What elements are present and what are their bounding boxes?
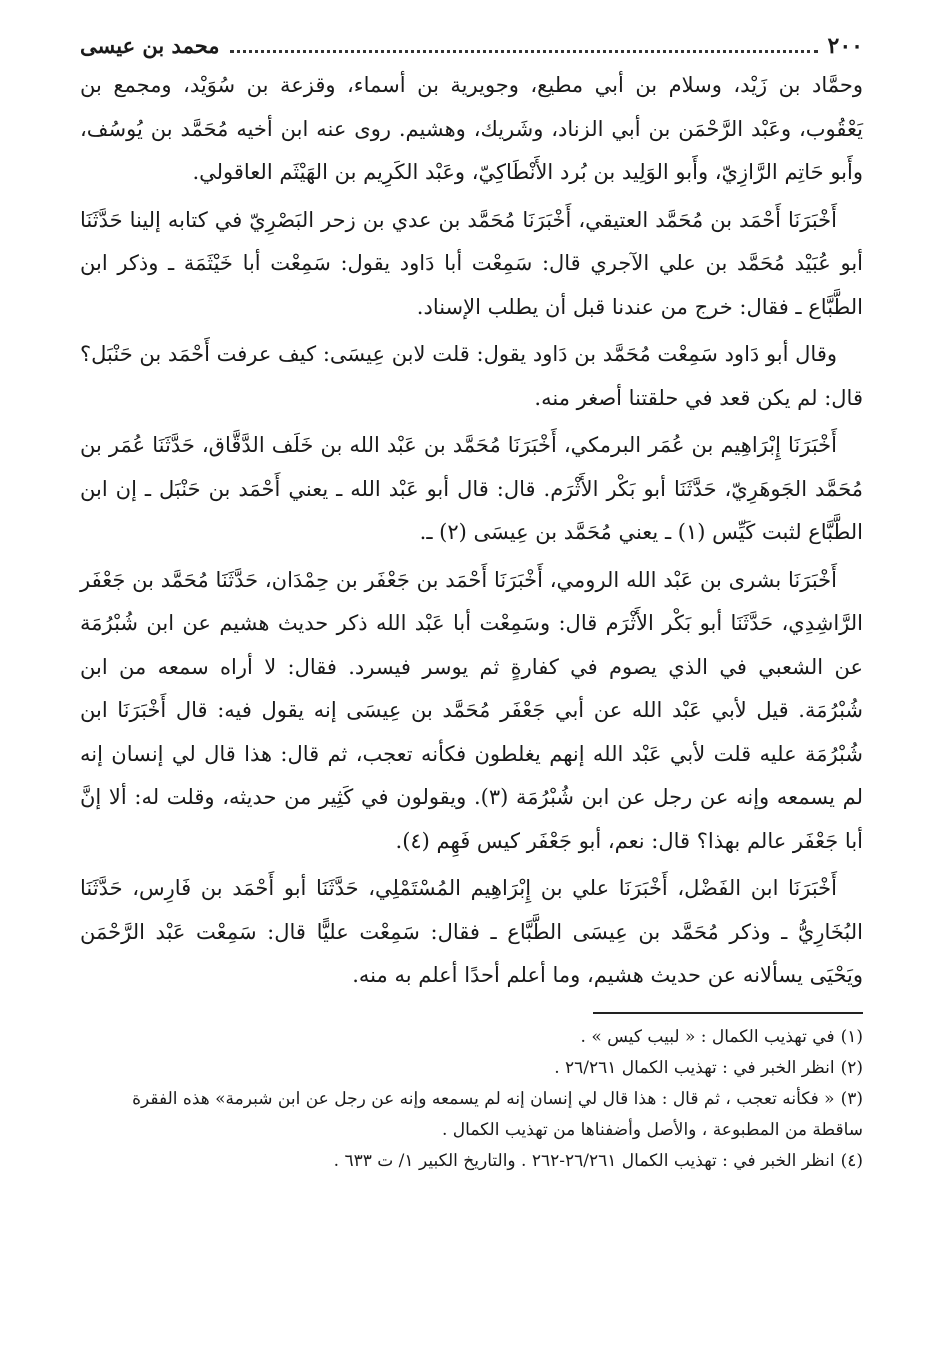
footnote-text: « فكأنه تعجب ، ثم قال : هذا قال لي إنسان إنه لم يسمعه وإنه عن رجل عن ابن شبرمة» هذه الفقرة ساقطة من المطبوعة ، والأصل وأضفناها من تهذيب الكمال . [132, 1088, 863, 1140]
footnote-mark: (١) [840, 1026, 863, 1047]
footnote-separator [593, 1012, 863, 1014]
footnote-text: انظر الخبر في : تهذيب الكمال ٢٦/٢٦١ . [554, 1057, 835, 1078]
page-header [80, 30, 863, 64]
footnote-3 [80, 1084, 863, 1146]
paragraph-3: وقال أبو دَاود سَمِعْت مُحَمَّد بن دَاود يقول: قلت لابن عِيسَى: كيف عرفت أَحْمَد بن حَنْبَل؟ قال: لم يكن قعد في حلقتنا أصغر منه. [80, 342, 863, 410]
running-title: محمد بن عيسى [80, 33, 220, 58]
header-dot-leader [230, 50, 818, 53]
footnote-mark: (٤) [840, 1150, 863, 1171]
footnote-1 [80, 1022, 863, 1053]
paragraph-1: وحمَّاد بن زَيْد، وسلام بن أبي مطيع، وجويرية بن أسماء، وقزعة بن سُوَيْد، ومجمع بن يَعْقُوب، وعَبْد الرَّحْمَن بن أبي الزناد، وشَريك، وهشيم. روى عنه ابن أخيه مُحَمَّد بن يُوسُف، وأَبو حَاتِم الرَّازِيّ، وأَبو الوَلِيد بن بُرد الأَنْطَاكِيّ، وعَبْد الكَرِيم بن الهَيْثَم العاقولي. [80, 73, 863, 184]
paragraph-5: أَخْبَرَنَا بشرى بن عَبْد الله الرومي، أَخْبَرَنَا أَحْمَد بن جَعْفَر بن حِمْدَان، حَدَّثَنَا مُحَمَّد بن جَعْفَر الرَّاشِدِي، حَدَّثَنَا أبو بَكْر الأَثْرَم قال: وسَمِعْت أبا عَبْد الله ذكر حديث هشيم عن ابن شُبْرُمَة عن الشعبي في الذي يصوم في كفارةٍ ثم يوسر فيسرد. فقال: لا أراه سمعه من ابن شُبْرُمَة. قيل لأبي عَبْد الله عن أبي جَعْفَر مُحَمَّد بن عِيسَى إنه يقول فيه: قال أَخْبَرَنَا ابن شُبْرُمَة عليه قلت لأبي عَبْد الله إنهم يغلطون فكأنه تعجب، ثم قال: هذا قال لي إنسان إنه لم يسمعه وإنه عن رجل عن ابن شُبْرُمَة (٣). ويقولون في كَثِير من حديثه، وقلت له: ألا إنَّ أبا جَعْفَر عالم بهذا؟ قال: نعم، أبو جَعْفَر كيس فَهِم (٤). [80, 567, 863, 853]
footnote-mark: (٣) [840, 1088, 863, 1109]
footnotes [80, 1022, 863, 1177]
footnote-text: في تهذيب الكمال : « لبيب كيس » . [580, 1026, 835, 1047]
page-number: ٢٠٠ [827, 33, 863, 59]
footnote-2 [80, 1053, 863, 1084]
footnote-mark: (٢) [840, 1057, 863, 1078]
main-text [80, 64, 863, 998]
footnote-text: انظر الخبر في : تهذيب الكمال ٢٦/٢٦١-٢٦٢ . والتاريخ الكبير ١/ ت ٦٣٣ . [333, 1150, 835, 1171]
paragraph-6: أَخْبَرَنَا ابن الفَضْل، أَخْبَرَنَا علي بن إِبْرَاهِيم المُسْتَمْلِي، حَدَّثَنَا أبو أَحْمَد بن فَارِس، حَدَّثَنَا البُخَارِيُّ ـ وذكر مُحَمَّد بن عِيسَى الطَّبَّاع ـ فقال: سَمِعْت عليًّا قال: سَمِعْت عَبْد الرَّحْمَن ويَحْيَى يسألانه عن حديث هشيم، وما أعلم أحدًا أعلم به منه. [80, 876, 863, 987]
paragraph-4: أَخْبَرَنَا إِبْرَاهِيم بن عُمَر البرمكي، أَخْبَرَنَا مُحَمَّد بن عَبْد الله بن خَلَف الدَّقَّاق، حَدَّثَنَا عُمَر بن مُحَمَّد الجَوهَرِيّ، حَدَّثَنَا أبو بَكْر الأَثْرَم. قال: قال أبو عَبْد الله ـ يعني أَحْمَد بن حَنْبَل ـ إن ابن الطَّبَّاع لثبت كَيِّس (١) ـ يعني مُحَمَّد بن عِيسَى (٢) ـ. [80, 433, 863, 544]
footnote-4 [80, 1146, 863, 1177]
paragraph-2: أَخْبَرَنَا أَحْمَد بن مُحَمَّد العتيقي، أَخْبَرَنَا مُحَمَّد بن عدي بن زحر البَصْرِيّ في كتابه إلينا حَدَّثَنَا أبو عُبَيْد مُحَمَّد بن علي الآجري قال: سَمِعْت أبا دَاود يقول: سَمِعْت أبا خَيْثَمَة ـ وذكر ابن الطَّبَّاع ـ فقال: خرج من عندنا قبل أن يطلب الإسناد. [80, 207, 863, 319]
